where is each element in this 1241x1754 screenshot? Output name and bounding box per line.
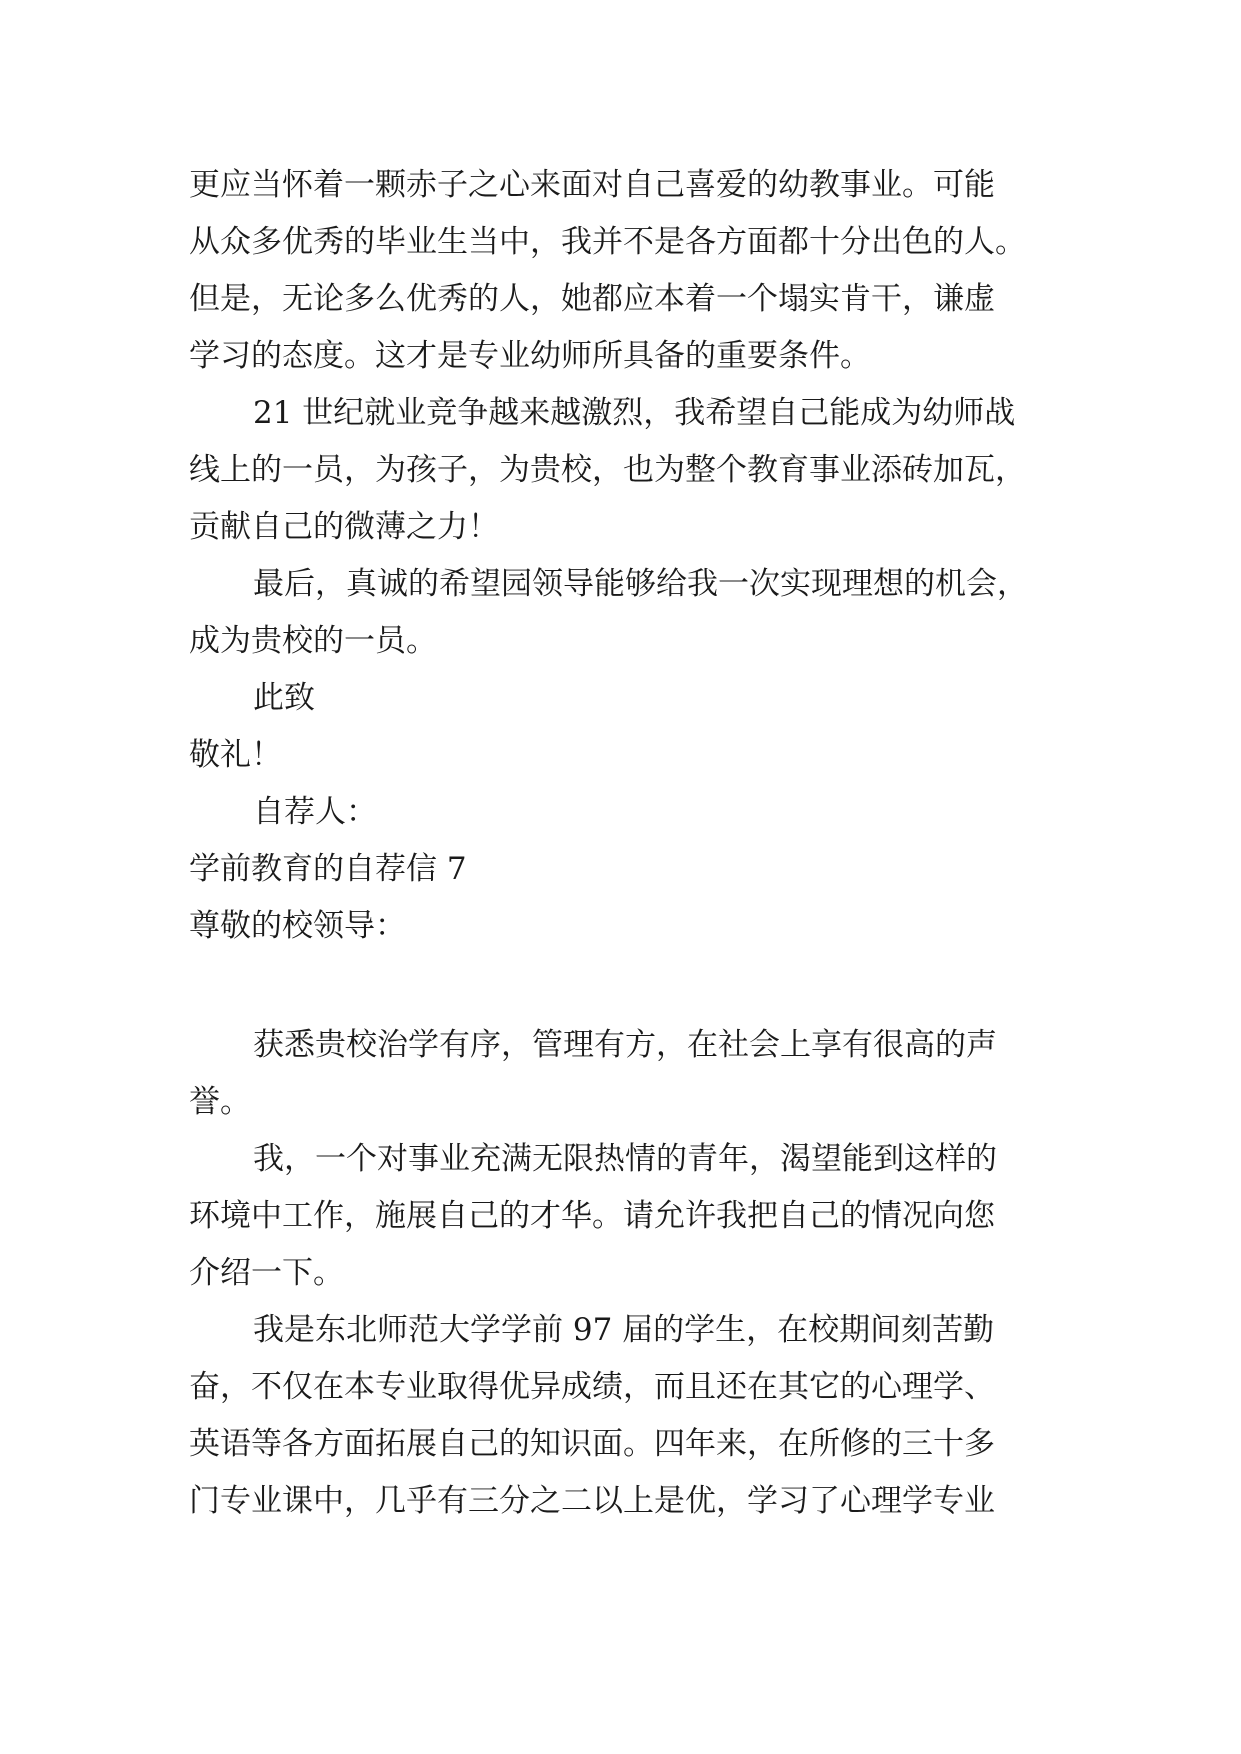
closing-regards: 敬礼！ xyxy=(189,737,282,773)
text-line: 奋，不仅在本专业取得优异成绩，而且还在其它的心理学、 xyxy=(189,1369,995,1405)
text-line: 但是，无论多么优秀的人，她都应本着一个塌实肯干，谦虚 xyxy=(189,281,995,317)
text-line: 从众多优秀的毕业生当中，我并不是各方面都十分出色的人。 xyxy=(189,224,1026,260)
closing-salutation: 此致 xyxy=(253,680,315,716)
text-line: 英语等各方面拓展自己的知识面。四年来，在所修的三十多 xyxy=(189,1426,995,1462)
text-line: 门专业课中，几乎有三分之二以上是优，学习了心理学专业 xyxy=(189,1483,995,1519)
text-line: 贡献自己的微薄之力！ xyxy=(189,509,499,545)
text-line: 最后，真诚的希望园领导能够给我一次实现理想的机会， xyxy=(253,566,1028,602)
text-line: 更应当怀着一颗赤子之心来面对自己喜爱的幼教事业。可能 xyxy=(189,167,995,203)
text-line: 学习的态度。这才是专业幼师所具备的重要条件。 xyxy=(189,338,871,374)
text-line: 成为贵校的一员。 xyxy=(189,623,437,659)
signature-label: 自荐人： xyxy=(253,794,377,830)
text-line: 我，一个对事业充满无限热情的青年，渴望能到这样的 xyxy=(253,1141,997,1177)
text-line: 誉。 xyxy=(189,1084,251,1120)
letter-heading: 学前教育的自荐信 7 xyxy=(189,851,467,887)
text-line: 介绍一下。 xyxy=(189,1255,344,1291)
text-line: 环境中工作，施展自己的才华。请允许我把自己的情况向您 xyxy=(189,1198,995,1234)
letter-greeting: 尊敬的校领导： xyxy=(189,908,406,944)
text-line: 我是东北师范大学学前 97 届的学生，在校期间刻苦勤 xyxy=(253,1312,995,1348)
text-line: 获悉贵校治学有序，管理有方，在社会上享有很高的声 xyxy=(253,1027,997,1063)
text-line: 线上的一员，为孩子，为贵校，也为整个教育事业添砖加瓦， xyxy=(189,452,1026,488)
text-line: 21 世纪就业竞争越来越激烈，我希望自己能成为幼师战 xyxy=(253,395,1016,431)
